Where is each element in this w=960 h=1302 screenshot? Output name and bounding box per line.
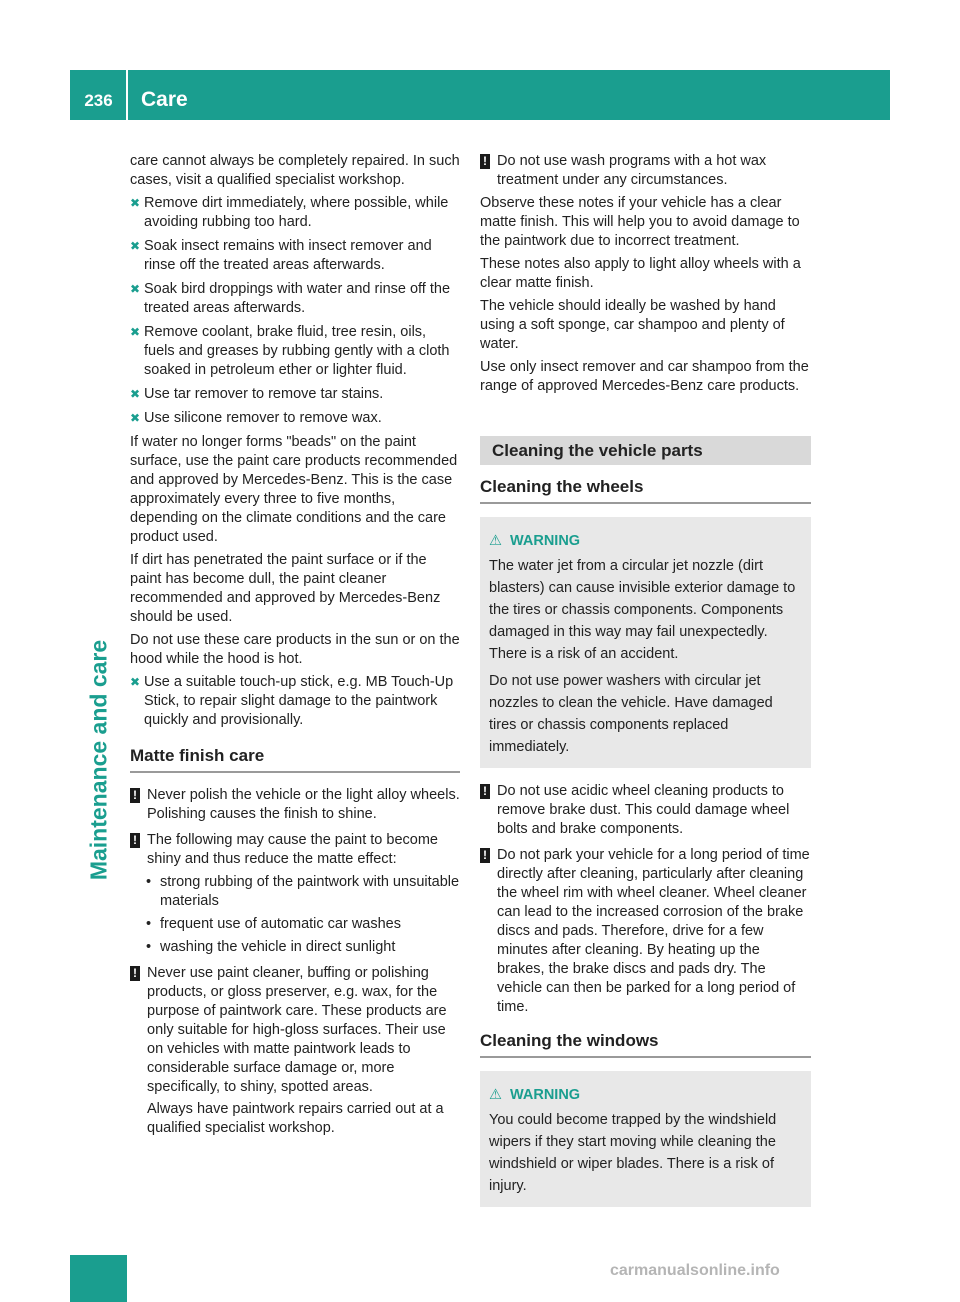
bullet-icon: • [146,874,152,890]
notice-text: Do not use wash programs with a hot wax treatment under any circumstances. [497,153,767,188]
warning-triangle-icon: ⚠ [489,533,502,549]
alloy-paragraph: These notes also apply to light alloy wheels with a clear matte finish. [480,256,801,291]
bullet-item [130,873,460,911]
bullet-item [130,915,460,934]
exclamation-icon: ! [480,154,490,169]
windows-heading: Cleaning the windows [480,1031,811,1058]
arrow-x-icon: ✖ [130,196,141,210]
notice-item [480,782,811,839]
step-item [130,323,460,380]
bullet-text: strong rubbing of the paintwork with unsuitable materials [160,874,460,909]
step-item [130,385,460,404]
step-item [130,673,460,730]
warning-title [489,530,802,552]
step-item [130,194,460,232]
warning-title [489,1084,802,1106]
step-text: Soak insect remains with insect remover and rinse off the treated areas afterwards. [144,238,432,273]
exclamation-icon: ! [130,788,140,803]
dull-paint-paragraph: If dirt has penetrated the paint surface or if the paint has become dull, the paint cleaner recommended and approved by Mercedes-Benz should be used. [130,552,441,625]
notice-text: Do not park your vehicle for a long period of time directly after cleaning, particularly after cleaning the wheel rim with wheel cleaner. Wheel cleaner can lead to the increased corrosion of the brake discs and pads. Therefore, drive for a few minutes after cleaning. By heating up the brakes, the brake discs and pads dry. The vehicle can then be parked for a long period of time. [497,847,810,1015]
warning-triangle-icon: ⚠ [489,1087,502,1103]
products-paragraph: Use only insect remover and car shampoo from the range of approved Mercedes-Benz care products. [480,359,809,394]
notice-item [130,786,460,824]
exclamation-icon: ! [480,784,490,799]
wheels-heading: Cleaning the wheels [480,477,811,504]
bullet-text: frequent use of automatic car washes [160,916,401,932]
step-item [130,237,460,275]
section-title: Cleaning the vehicle parts [480,436,811,465]
matte-finish-heading: Matte finish care [130,746,460,773]
arrow-x-icon: ✖ [130,675,141,689]
notice-item [130,964,460,1097]
sun-paragraph: Do not use these care products in the sun or on the hood while the hood is hot. [130,632,460,667]
warning-text: You could become trapped by the windshield wipers if they start moving while cleaning the windshield or wiper blades. There is a risk of injury. [489,1112,777,1194]
step-text: Use tar remover to remove tar stains. [144,386,384,402]
notice-item [480,846,811,1017]
header-bar [70,70,890,120]
bullet-text: washing the vehicle in direct sunlight [160,939,396,955]
step-text: Use a suitable touch-up stick, e.g. MB Touch-Up Stick, to repair slight damage to the paintwork quickly and provisionally. [144,674,454,728]
bullet-icon: • [146,916,152,932]
warning-label: WARNING [510,533,581,549]
observe-paragraph: Observe these notes if your vehicle has a clear matte finish. This will help you to avoid damage to the paintwork due to incorrect treatment. [480,195,800,249]
workshop-paragraph: Always have paintwork repairs carried out at a qualified specialist workshop. [147,1101,444,1136]
arrow-x-icon: ✖ [130,239,141,253]
beads-paragraph: If water no longer forms "beads" on the paint surface, use the paint care products recommended and approved by Mercedes-Benz. This is the case approximately every three to five months, depending on the climate conditions and the care product used. [130,434,458,545]
warning-text: The water jet from a circular jet nozzle (dirt blasters) can cause invisible exterior damage to the tires or chassis components. Components damaged in this way may fail unexpectedly. There is a risk of an accident. [489,558,796,662]
step-text: Remove dirt immediately, where possible, while avoiding rubbing too hard. [144,195,449,230]
arrow-x-icon: ✖ [130,387,141,401]
step-text: Soak bird droppings with water and rinse off the treated areas afterwards. [144,281,451,316]
side-chapter-tab [70,1255,127,1302]
notice-text: Never use paint cleaner, buffing or polishing products, or gloss preserver, e.g. wax, for the purpose of paintwork care. These products are only suitable for high-gloss surfaces. Their use on vehicles with matte paintwork leads to considerable surface damage or, more specifically, to shiny, spotted areas. [147,965,447,1095]
notice-text: The following may cause the paint to become shiny and thus reduce the matte effect: [147,832,438,867]
exclamation-icon: ! [130,966,140,981]
notice-text: Do not use acidic wheel cleaning products to remove brake dust. This could damage wheel bolts and brake components. [497,783,790,837]
notice-text: Never polish the vehicle or the light alloy wheels. Polishing causes the finish to shine. [147,787,460,822]
arrow-x-icon: ✖ [130,282,141,296]
step-item [130,409,460,428]
exclamation-icon: ! [130,833,140,848]
warning-label: WARNING [510,1087,581,1103]
page-number: 236 [84,91,113,110]
watermark: carmanualsonline.info [610,1262,780,1279]
warning-box [480,1071,811,1207]
warning-box [480,517,811,768]
bullet-item [130,938,460,957]
arrow-x-icon: ✖ [130,325,141,339]
side-chapter-text: Maintenance and care [85,639,112,881]
hand-wash-paragraph: The vehicle should ideally be washed by hand using a soft sponge, car shampoo and plenty of water. [480,298,785,352]
right-column [480,152,811,1215]
intro-paragraph: care cannot always be completely repaired. In such cases, visit a qualified specialist workshop. [130,153,460,188]
arrow-x-icon: ✖ [130,411,141,425]
step-text: Use silicone remover to remove wax. [144,410,382,426]
bullet-icon: • [146,939,152,955]
page-title: Care [141,88,188,111]
notice-item [130,831,460,869]
left-column [130,152,460,1142]
notice-item [480,152,811,190]
header-divider [126,70,128,120]
exclamation-icon: ! [480,848,490,863]
step-item [130,280,460,318]
step-text: Remove coolant, brake fluid, tree resin, oils, fuels and greases by rubbing gently with a cloth soaked in petroleum ether or lighter fluid. [144,324,450,378]
warning-text: Do not use power washers with circular jet nozzles to clean the vehicle. Have damaged tires or chassis components replaced immediately. [489,673,773,755]
